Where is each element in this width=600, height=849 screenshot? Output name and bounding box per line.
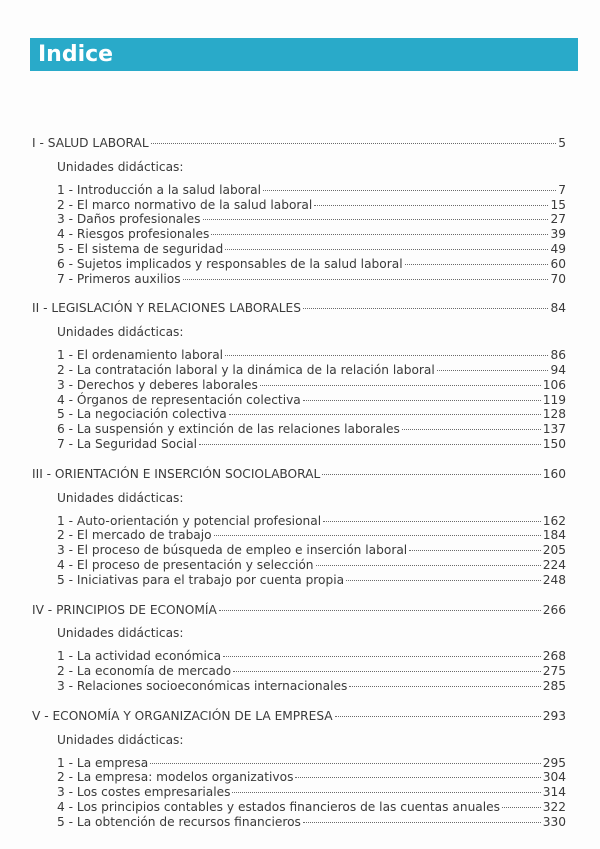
unit-title: 7 - Primeros auxilios [57, 271, 181, 286]
units-heading: Unidades didácticas: [57, 732, 184, 747]
dot-leader [295, 776, 540, 778]
toc-section [32, 136, 566, 286]
toc-unit-entry[interactable] [32, 242, 566, 257]
dot-leader [211, 233, 548, 235]
toc-unit-entry[interactable] [32, 422, 566, 437]
index-header-bar [30, 38, 578, 71]
toc-unit-entry[interactable] [32, 543, 566, 558]
toc-section [32, 709, 566, 830]
toc-unit-entry[interactable] [32, 573, 566, 588]
table-of-contents [32, 136, 566, 845]
toc-unit-entry[interactable] [32, 257, 566, 272]
unit-title: 1 - El ordenamiento laboral [57, 348, 224, 363]
unit-title: 2 - El marco normativo de la salud laboral [57, 197, 313, 212]
unit-page-number: 184 [542, 528, 566, 543]
toc-section [32, 301, 566, 451]
unit-title: 6 - La suspensión y extinción de las relaciones laborales [57, 422, 400, 437]
toc-unit-entry[interactable] [32, 679, 566, 694]
unit-page-number: 162 [542, 513, 566, 528]
unit-page-number: 150 [542, 436, 566, 451]
toc-unit-entry[interactable] [32, 558, 566, 573]
dot-leader [303, 821, 541, 823]
toc-unit-entry[interactable] [32, 407, 566, 422]
dot-leader [322, 473, 540, 475]
unit-title: 2 - La contratación laboral y la dinámica de la relación laboral [57, 362, 435, 377]
unit-page-number: 119 [542, 392, 566, 407]
unit-page-number: 322 [542, 799, 566, 814]
unit-title: 2 - El mercado de trabajo [57, 528, 212, 543]
section-page-number: 5 [558, 136, 566, 150]
dot-leader [183, 278, 549, 280]
unit-title: 2 - La empresa: modelos organizativos [57, 770, 294, 785]
unit-title: 2 - La economía de mercado [57, 664, 232, 679]
unit-title: 5 - Iniciativas para el trabajo por cuenta propia [57, 572, 345, 587]
toc-unit-entry[interactable] [32, 348, 566, 363]
unit-page-number: 285 [542, 678, 566, 693]
dot-leader [150, 762, 541, 764]
section-title: V - ECONOMÍA Y ORGANIZACIÓN DE LA EMPRESA [32, 708, 333, 723]
toc-unit-entry[interactable] [32, 785, 566, 800]
unit-title: 3 - Derechos y deberes laborales [57, 377, 258, 392]
unit-page-number: 137 [542, 422, 566, 437]
unit-page-number: 330 [542, 814, 566, 829]
unit-page-number: 314 [542, 785, 566, 800]
unit-page-number: 60 [550, 256, 566, 271]
dot-leader [260, 384, 541, 386]
toc-unit-entry[interactable] [32, 437, 566, 452]
unit-title: 5 - La negociación colectiva [57, 407, 227, 422]
dot-leader [349, 685, 540, 687]
unit-title: 4 - Los principios contables y estados financieros de las cuentas anuales [57, 799, 500, 814]
dot-leader [314, 204, 548, 206]
dot-leader [303, 307, 549, 309]
unit-title: 3 - Relaciones socioeconómicas internacionales [57, 678, 348, 693]
unit-title: 7 - La Seguridad Social [57, 436, 198, 451]
section-page-number: 266 [542, 602, 566, 617]
section-title: III - ORIENTACIÓN E INSERCIÓN SOCIOLABORAL [32, 466, 321, 481]
unit-title: 4 - Órganos de representación colectiva [57, 392, 301, 407]
toc-unit-entry[interactable] [32, 378, 566, 393]
unit-page-number: 106 [542, 377, 566, 392]
toc-unit-entry[interactable] [32, 514, 566, 529]
unit-page-number: 304 [542, 770, 566, 785]
dot-leader [233, 670, 541, 672]
section-page-number: 160 [542, 466, 566, 481]
unit-title: 1 - Introducción a la salud laboral [57, 182, 262, 197]
toc-section [32, 603, 566, 694]
dot-leader [316, 564, 541, 566]
unit-title: 1 - Auto-orientación y potencial profesional [57, 513, 322, 528]
unit-title: 3 - El proceso de búsqueda de empleo e inserción laboral [57, 543, 408, 558]
unit-page-number: 49 [550, 241, 566, 256]
toc-section-entry[interactable] [32, 603, 566, 618]
dot-leader [219, 609, 541, 611]
dot-leader [214, 534, 541, 536]
unit-page-number: 94 [550, 362, 566, 377]
units-heading: Unidades didácticas: [57, 159, 184, 174]
unit-page-number: 268 [542, 649, 566, 664]
toc-section-entry[interactable] [32, 709, 566, 724]
dot-leader [223, 655, 541, 657]
dot-leader [151, 142, 556, 144]
section-title: IV - PRINCIPIOS DE ECONOMÍA [32, 602, 217, 617]
toc-unit-entry[interactable] [32, 183, 566, 198]
toc-section [32, 467, 566, 588]
unit-title: 5 - El sistema de seguridad [57, 241, 224, 256]
toc-unit-entry[interactable] [32, 815, 566, 830]
dot-leader [335, 715, 541, 717]
unit-page-number: 295 [542, 755, 566, 770]
unit-page-number: 7 [558, 182, 566, 197]
toc-section-entry[interactable] [32, 301, 566, 316]
section-title: II - LEGISLACIÓN Y RELACIONES LABORALES [32, 301, 301, 316]
toc-unit-entry[interactable] [32, 800, 566, 815]
units-heading: Unidades didácticas: [57, 626, 184, 641]
unit-title: 5 - La obtención de recursos financieros [57, 814, 301, 829]
unit-title: 6 - Sujetos implicados y responsables de la salud laboral [57, 256, 403, 271]
toc-section-entry[interactable] [32, 467, 566, 482]
toc-unit-entry[interactable] [32, 363, 566, 378]
dot-leader [232, 791, 540, 793]
section-page-number: 84 [550, 301, 566, 316]
unit-title: 3 - Daños profesionales [57, 212, 201, 227]
unit-page-number: 224 [542, 557, 566, 572]
units-heading: Unidades didácticas: [57, 325, 184, 340]
toc-unit-entry[interactable] [32, 664, 566, 679]
units-heading: Unidades didácticas: [57, 490, 184, 505]
dot-leader [346, 579, 541, 581]
toc-unit-entry[interactable] [32, 649, 566, 664]
toc-section-entry[interactable] [32, 136, 566, 151]
dot-leader [199, 443, 541, 445]
dot-leader [405, 263, 549, 265]
unit-page-number: 205 [542, 543, 566, 558]
unit-page-number: 15 [550, 197, 566, 212]
toc-unit-entry[interactable] [32, 770, 566, 785]
dot-leader [203, 218, 549, 220]
dot-leader [409, 549, 541, 551]
unit-title: 1 - La empresa [57, 755, 149, 770]
dot-leader [437, 369, 549, 371]
dot-leader [225, 248, 548, 250]
toc-unit-entry[interactable] [32, 393, 566, 408]
section-title: I - SALUD LABORAL [32, 136, 149, 150]
unit-page-number: 70 [550, 271, 566, 286]
unit-title: 1 - La actividad económica [57, 649, 222, 664]
dot-leader [225, 354, 548, 356]
toc-unit-entry[interactable] [32, 198, 566, 213]
dot-leader [402, 428, 541, 430]
dot-leader [229, 413, 541, 415]
dot-leader [323, 520, 541, 522]
unit-title: 4 - El proceso de presentación y selección [57, 557, 314, 572]
toc-unit-entry[interactable] [32, 227, 566, 242]
unit-page-number: 27 [550, 212, 566, 227]
page-title: Indice [38, 42, 114, 67]
dot-leader [263, 189, 556, 191]
dot-leader [303, 399, 541, 401]
toc-unit-entry[interactable] [32, 528, 566, 543]
dot-leader [502, 806, 541, 808]
unit-page-number: 275 [542, 664, 566, 679]
toc-unit-entry[interactable] [32, 272, 566, 287]
unit-page-number: 39 [550, 227, 566, 242]
toc-unit-entry[interactable] [32, 756, 566, 771]
toc-unit-entry[interactable] [32, 212, 566, 227]
unit-page-number: 86 [550, 348, 566, 363]
section-page-number: 293 [542, 708, 566, 723]
unit-title: 3 - Los costes empresariales [57, 785, 231, 800]
unit-page-number: 248 [542, 572, 566, 587]
unit-page-number: 128 [542, 407, 566, 422]
unit-title: 4 - Riesgos profesionales [57, 227, 210, 242]
